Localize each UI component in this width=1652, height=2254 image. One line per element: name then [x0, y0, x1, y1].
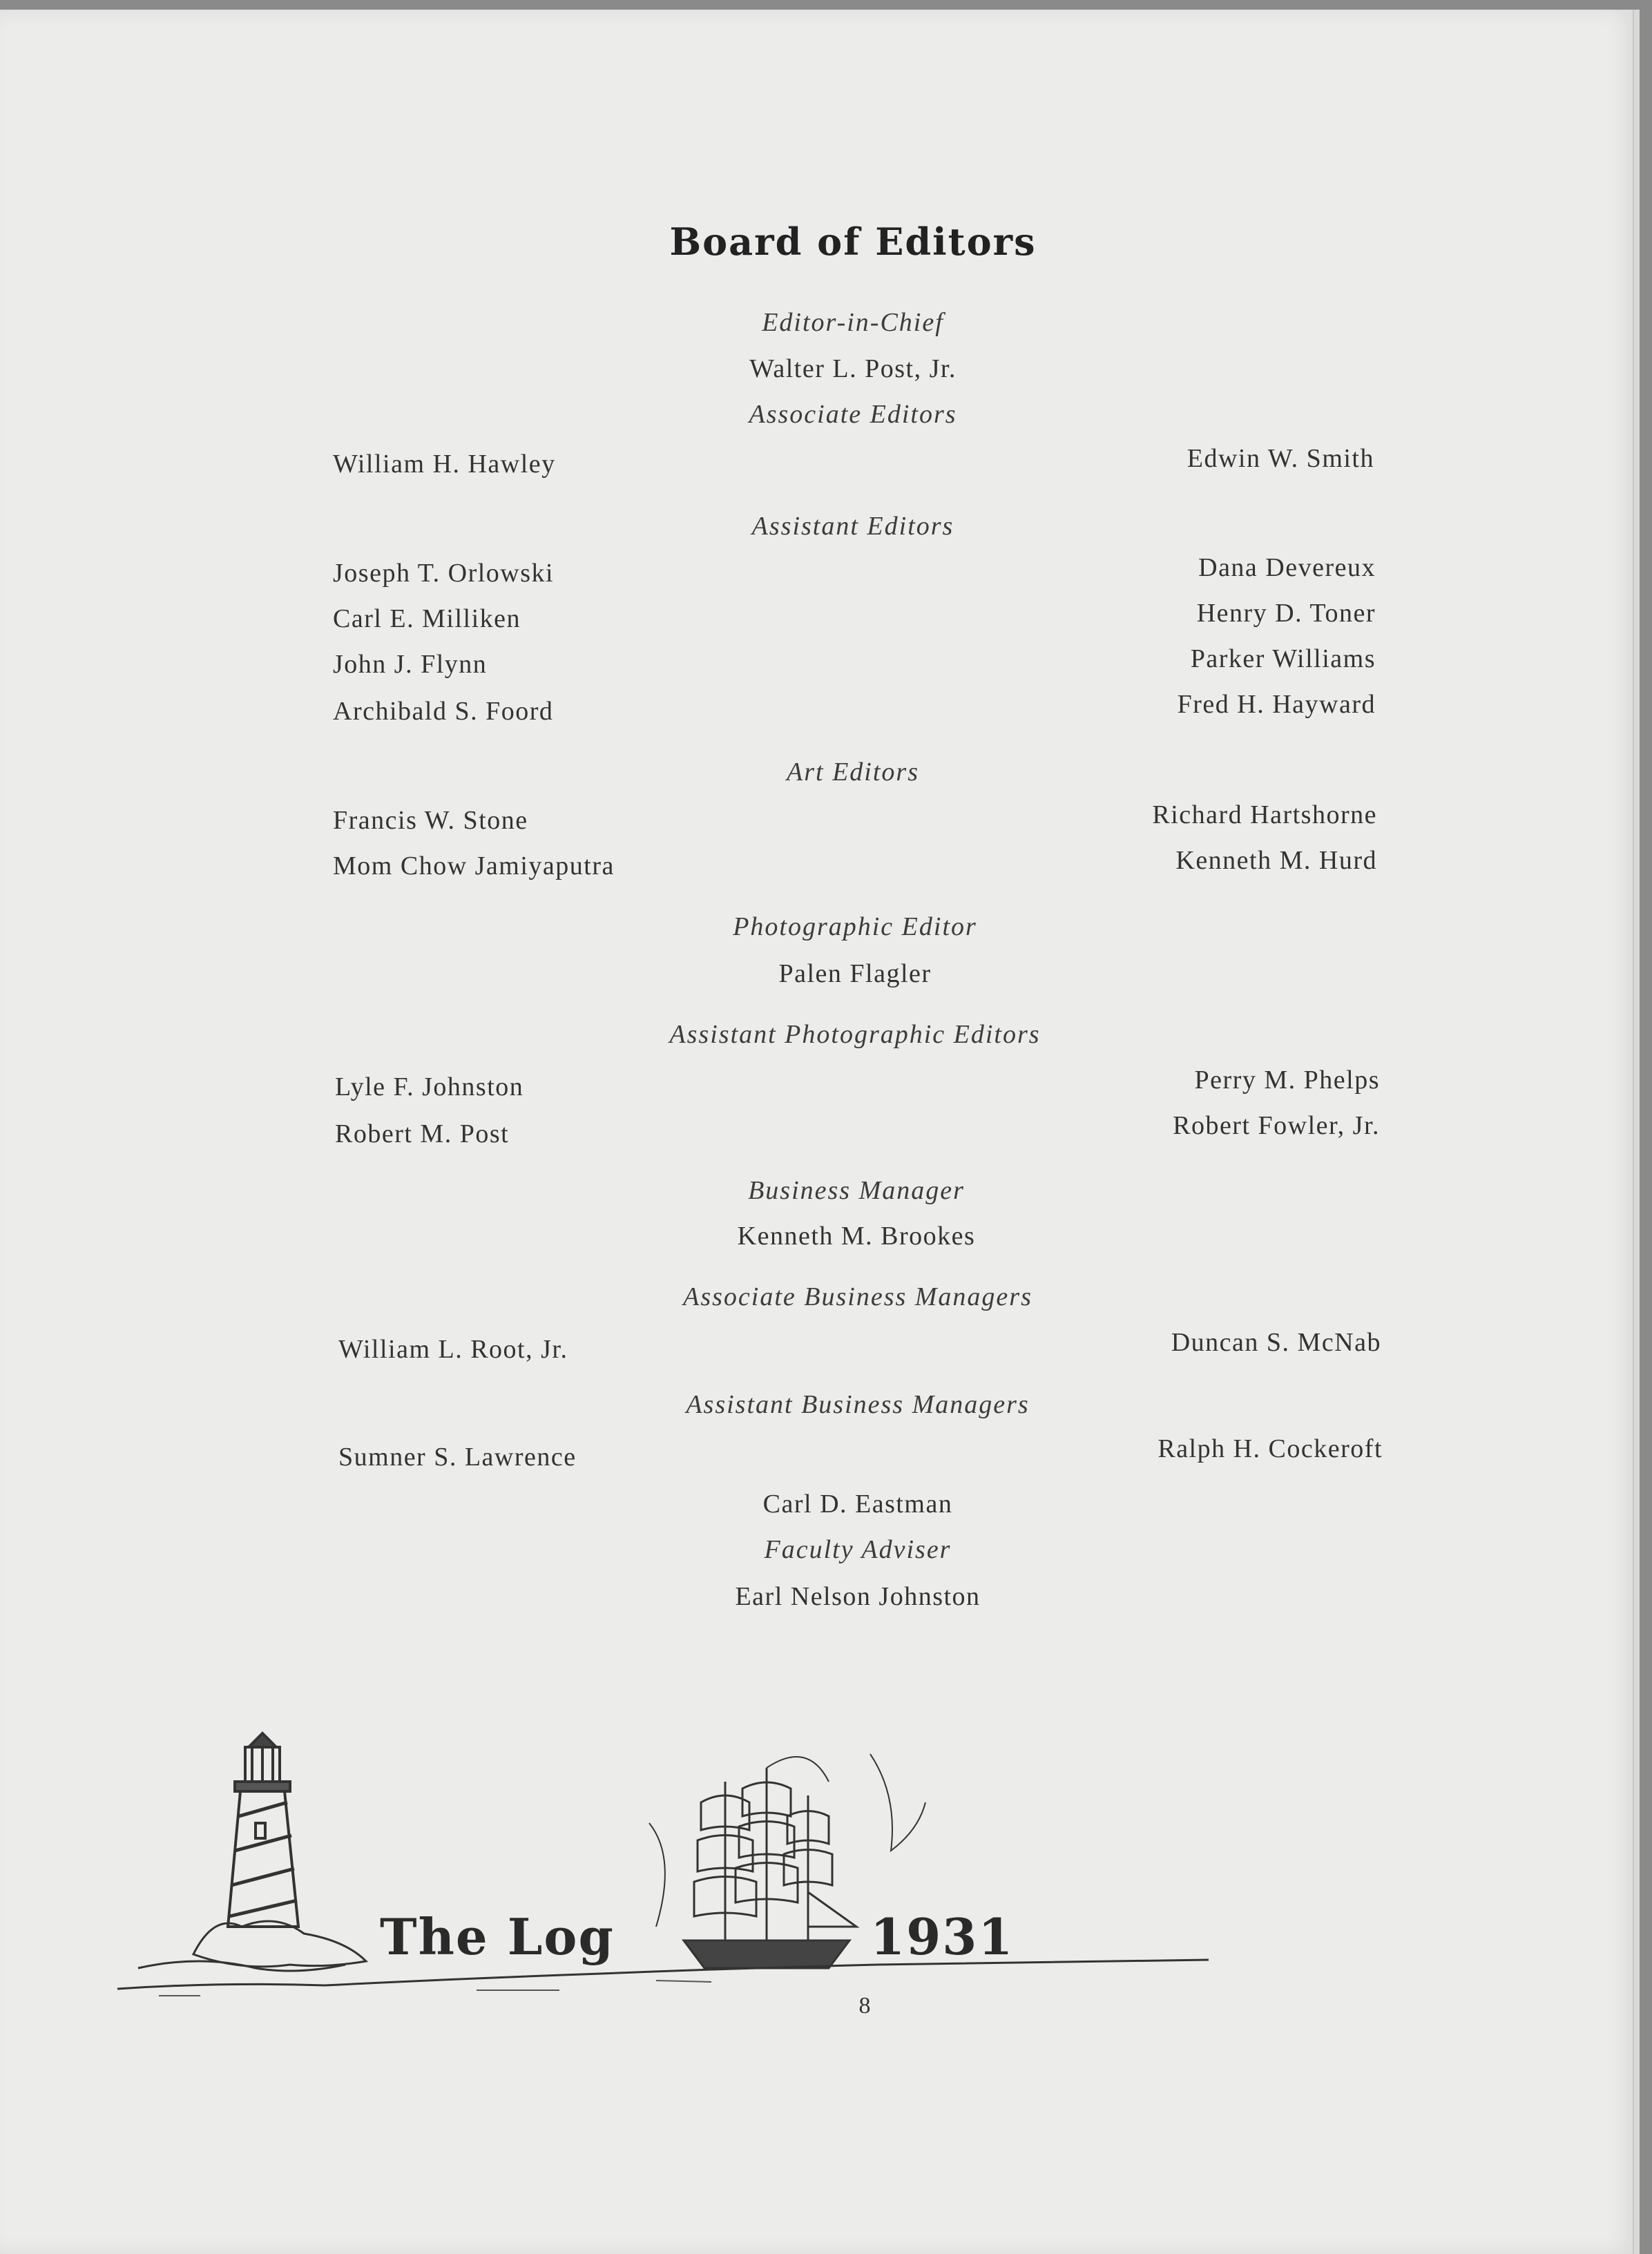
name-left: Lyle F. Johnston [335, 1072, 524, 1101]
heading-editor-in-chief: Editor-in-Chief [762, 308, 944, 337]
heading-business-manager: Business Manager [748, 1176, 965, 1205]
name-right: Robert Fowler, Jr. [1173, 1111, 1380, 1140]
page-title: Board of Editors [669, 220, 1037, 264]
name-left: John J. Flynn [333, 650, 488, 679]
name-editor-in-chief: Walter L. Post, Jr. [749, 354, 957, 383]
name-left: Francis W. Stone [333, 806, 528, 835]
page-edge [1633, 10, 1640, 2254]
name-business-manager: Kenneth M. Brookes [737, 1222, 976, 1251]
heading-associate-business-managers: Associate Business Managers [683, 1282, 1032, 1311]
name-right: Perry M. Phelps [1194, 1066, 1380, 1095]
heading-assistant-photographic-editors: Assistant Photographic Editors [669, 1020, 1041, 1049]
name-right: Parker Williams [1190, 644, 1376, 673]
heading-associate-editors: Associate Editors [749, 400, 957, 429]
footer-illustration [117, 1720, 1236, 2023]
name-left: Joseph T. Orlowski [333, 559, 555, 588]
name-right: Edwin W. Smith [1187, 444, 1374, 473]
name-right: Ralph H. Cockeroft [1158, 1434, 1383, 1463]
heading-art-editors: Art Editors [787, 758, 919, 787]
heading-faculty-adviser: Faculty Adviser [764, 1535, 952, 1564]
lighthouse-icon [138, 1733, 366, 1971]
name-faculty-adviser: Earl Nelson Johnston [735, 1582, 981, 1611]
name-right: Dana Devereux [1198, 553, 1376, 582]
name-left: William L. Root, Jr. [338, 1335, 568, 1364]
name-right: Fred H. Hayward [1177, 690, 1376, 719]
name-left: Robert M. Post [335, 1119, 510, 1148]
horizon-line [117, 1960, 1209, 1989]
heading-photographic-editor: Photographic Editor [733, 912, 977, 941]
name-left: Mom Chow Jamiyaputra [333, 851, 615, 880]
page-number: 8 [858, 1993, 871, 2019]
publication-year: 1931 [870, 1907, 1015, 1966]
name-center: Carl D. Eastman [762, 1490, 953, 1519]
name-right: Kenneth M. Hurd [1175, 846, 1377, 875]
name-right: Richard Hartshorne [1152, 800, 1377, 829]
heading-assistant-business-managers: Assistant Business Managers [686, 1390, 1030, 1419]
heading-assistant-editors: Assistant Editors [751, 512, 954, 541]
name-left: Sumner S. Lawrence [338, 1443, 577, 1472]
name-left: William H. Hawley [333, 450, 556, 479]
name-right: Henry D. Toner [1196, 599, 1376, 628]
name-left: Carl E. Milliken [333, 604, 521, 633]
publication-name: The Log [380, 1907, 615, 1966]
name-photographic-editor: Palen Flagler [778, 959, 932, 988]
name-right: Duncan S. McNab [1171, 1328, 1381, 1357]
name-left: Archibald S. Foord [333, 697, 554, 726]
